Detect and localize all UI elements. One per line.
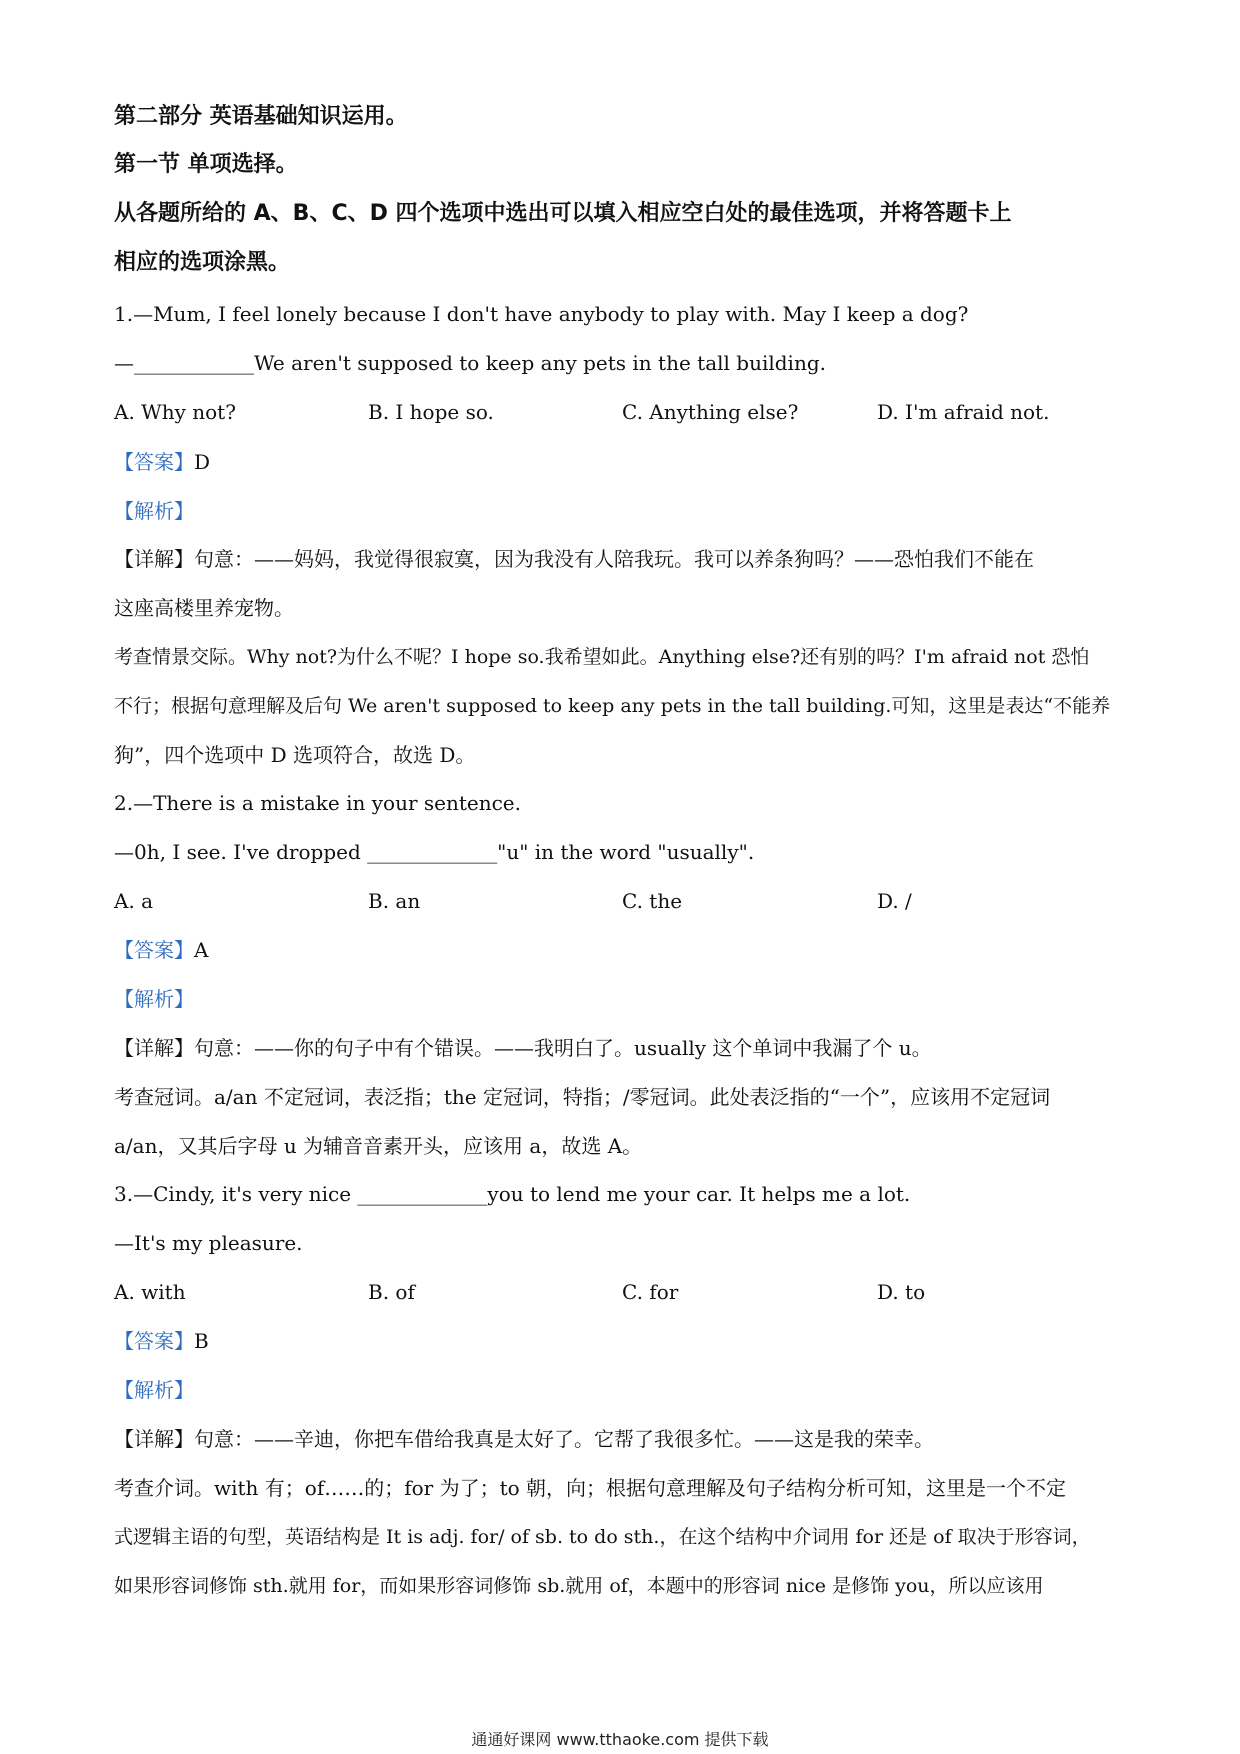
q3-option-a: A. with — [114, 1280, 186, 1304]
q2-stem-line-1: 2.—There is a mistake in your sentence. — [114, 791, 521, 815]
answer-value: A — [194, 938, 209, 962]
q1-option-c: C. Anything else? — [622, 400, 799, 424]
detail-tag: 【详解】 — [114, 1427, 194, 1451]
instruction-line-1: 从各题所给的 A、B、C、D 四个选项中选出可以填入相应空白处的最佳选项，并将答题卡上 — [114, 201, 1012, 226]
q1-option-a: A. Why not? — [114, 400, 236, 424]
q3-detail-line-2: 考查介词。with 有；of……的；for 为了；to 朝，向；根据句意理解及句子结构分析可知，这里是一个不定 — [114, 1476, 1067, 1500]
instruction-line-2: 相应的选项涂黑。 — [114, 250, 291, 275]
q3-detail-line-3: 式逻辑主语的句型，英语结构是 It is adj. for/ of sb. to do sth.，在这个结构中介词用 for 还是 of 取决于形容词， — [114, 1526, 1091, 1548]
q1-detail-line-3: 考查情景交际。Why not?为什么不呢？I hope so.我希望如此。Anything else?还有别的吗？I'm afraid not 恐怕 — [114, 646, 1090, 668]
answer-value: D — [194, 450, 211, 474]
q1-stem-line-2: —____________We aren't supposed to keep any pets in the tall building. — [114, 351, 826, 375]
q2-answer — [114, 937, 1134, 963]
q1-detail-line-4: 不行；根据句意理解及后句 We aren't supposed to keep any pets in the tall building.可知，这里是表达“不能养 — [114, 695, 1111, 717]
q1-analysis — [114, 498, 1134, 524]
q3-detail-line-1 — [114, 1426, 1134, 1452]
q3-answer — [114, 1328, 1134, 1354]
q1-detail-line-5: 狗”，四个选项中 D 选项符合，故选 D。 — [114, 743, 476, 767]
q1-detail-line-1 — [114, 546, 1134, 572]
answer-tag: 【答案】 — [114, 450, 194, 474]
detail-tag: 【详解】 — [114, 547, 194, 571]
answer-value: B — [194, 1329, 209, 1353]
answer-tag: 【答案】 — [114, 1329, 194, 1353]
q3-option-d: D. to — [877, 1280, 926, 1304]
q1-option-b: B. I hope so. — [368, 400, 494, 424]
q2-detail-line-2: 考查冠词。a/an 不定冠词，表泛指；the 定冠词，特指；/零冠词。此处表泛指的“一个”，应该用不定冠词 — [114, 1085, 1051, 1109]
detail-tag: 【详解】 — [114, 1036, 194, 1060]
q1-option-d: D. I'm afraid not. — [877, 400, 1050, 424]
q3-stem-line-1: 3.—Cindy, it's very nice _____________you to lend me your car. It helps me a lot. — [114, 1182, 911, 1206]
q3-analysis — [114, 1377, 1134, 1403]
q2-option-b: B. an — [368, 889, 421, 913]
q1-answer — [114, 449, 1134, 475]
q2-analysis — [114, 986, 1134, 1012]
q3-option-c: C. for — [622, 1280, 679, 1304]
q2-detail-line-1 — [114, 1035, 1134, 1061]
q1-stem-line-1: 1.—Mum, I feel lonely because I don't have anybody to play with. May I keep a dog? — [114, 302, 969, 326]
q2-option-c: C. the — [622, 889, 683, 913]
q1-detail-line-2: 这座高楼里养宠物。 — [114, 596, 294, 620]
q2-detail-line-3: a/an，又其后字母 u 为辅音音素开头，应该用 a，故选 A。 — [114, 1134, 643, 1158]
answer-tag: 【答案】 — [114, 938, 194, 962]
detail-text: 句意：——妈妈，我觉得很寂寞，因为我没有人陪我玩。我可以养条狗吗？——恐怕我们不能在 — [194, 547, 1034, 571]
q2-option-a: A. a — [114, 889, 154, 913]
detail-text: 句意：——辛迪，你把车借给我真是太好了。它帮了我很多忙。——这是我的荣幸。 — [194, 1427, 934, 1451]
q3-option-b: B. of — [368, 1280, 415, 1304]
q2-option-d: D. / — [877, 889, 912, 913]
page-footer: 通通好课网 www.tthaoke.com 提供下载 — [471, 1730, 769, 1749]
analysis-tag: 【解析】 — [114, 987, 194, 1011]
analysis-tag: 【解析】 — [114, 499, 194, 523]
q3-detail-line-4: 如果形容词修饰 sth.就用 for，而如果形容词修饰 sb.就用 of，本题中的形容词 nice 是修饰 you，所以应该用 — [114, 1575, 1044, 1597]
analysis-tag: 【解析】 — [114, 1378, 194, 1402]
q2-stem-line-2: —0h, I see. I've dropped _____________"u" in the word "usually". — [114, 840, 755, 864]
part-title: 第二部分 英语基础知识运用。 — [114, 104, 408, 129]
section-title: 第一节 单项选择。 — [114, 152, 298, 177]
detail-text: 句意：——你的句子中有个错误。——我明白了。usually 这个单词中我漏了个 u。 — [194, 1036, 932, 1060]
q3-stem-line-2: —It's my pleasure. — [114, 1231, 303, 1255]
